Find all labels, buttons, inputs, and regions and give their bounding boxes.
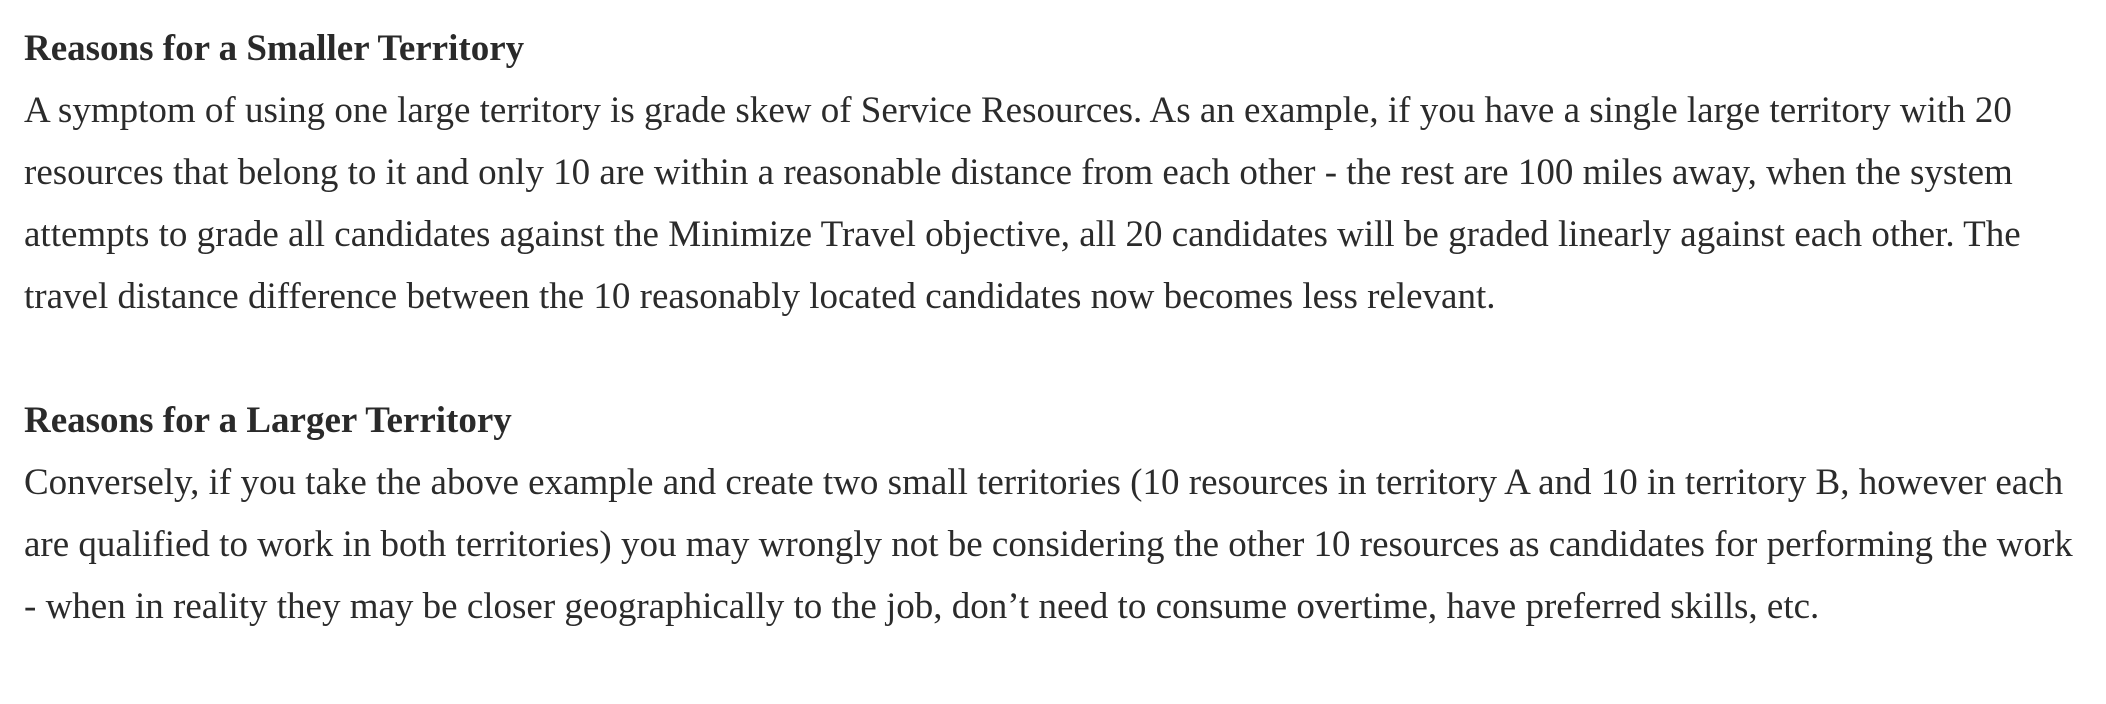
- section-smaller-territory: [24, 18, 2094, 328]
- section-heading: Reasons for a Smaller Territory: [24, 28, 525, 69]
- section-paragraph: Conversely, if you take the above example and create two small territories (10 resources in territory A and 10 in territory B, however each are qualified to work in both territories) you may wrongly not be considering the other 10 resources as candidates for performing the work - when in reality they may be closer geographically to the job, don’t need to consume overtime, have preferred skills, etc.: [24, 462, 2073, 627]
- section-spacer: [24, 328, 2094, 390]
- section-larger-territory: [24, 390, 2094, 638]
- document-content: [24, 18, 2094, 638]
- section-paragraph: A symptom of using one large territory is grade skew of Service Resources. As an example, if you have a single large territory with 20 resources that belong to it and only 10 are within a reasonable distance from each other - the rest are 100 miles away, when the system attempts to grade all candidates against the Minimize Travel objective, all 20 candidates will be graded linearly against each other. The travel distance difference between the 10 reasonably located candidates now becomes less relevant.: [24, 90, 2021, 317]
- section-heading: Reasons for a Larger Territory: [24, 400, 512, 441]
